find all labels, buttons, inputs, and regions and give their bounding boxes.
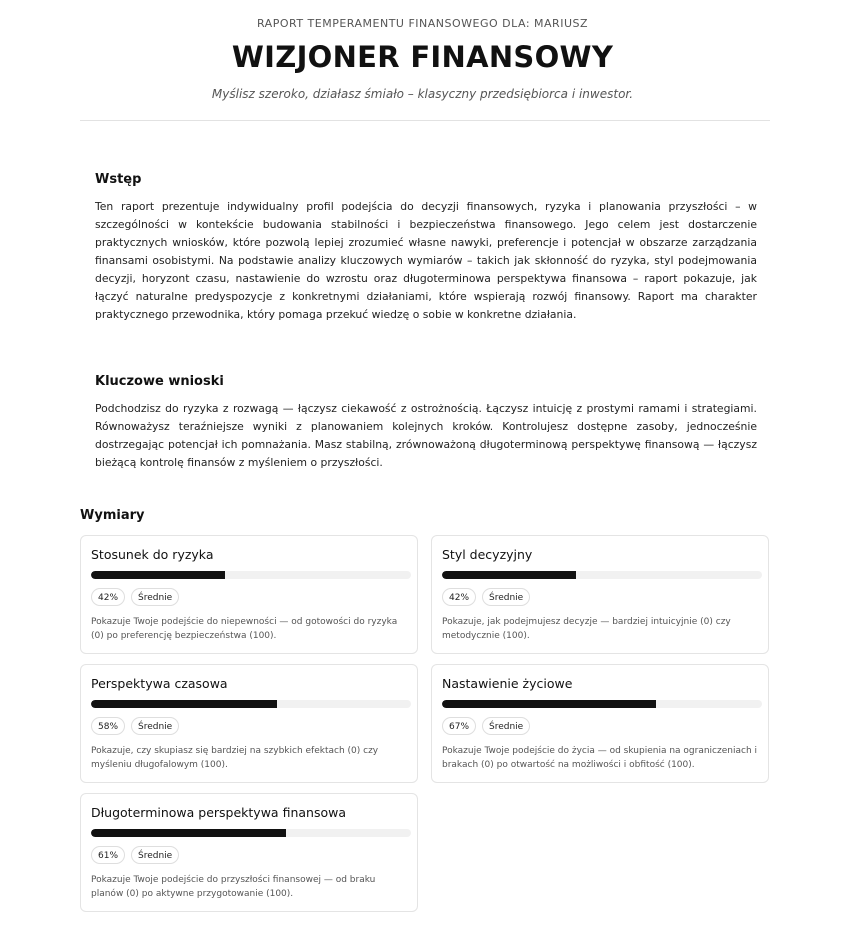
dimension-description: Pokazuje Twoje podejście do niepewności — od gotowości do ryzyka (0) po preferencję bezpieczeństwa (100). [91, 617, 398, 641]
dimensions-title: Wymiary [80, 508, 145, 523]
dimension-bar-track [91, 829, 411, 837]
dimension-card-longterm [80, 793, 418, 912]
dimension-bar-fill [91, 700, 277, 708]
conclusions-title: Kluczowe wnioski [95, 374, 224, 389]
dimension-card-decision [431, 535, 769, 654]
dimension-name: Długoterminowa perspektywa finansowa [91, 805, 346, 820]
dimension-name: Perspektywa czasowa [91, 676, 228, 691]
dimension-card-risk [80, 535, 418, 654]
dimension-bar-fill [91, 829, 286, 837]
page-title: WIZJONER FINANSOWY [231, 40, 614, 74]
dimension-level-badge: Średnie [482, 588, 530, 606]
dimension-percent-badge: 67% [442, 717, 476, 735]
header-divider [80, 120, 770, 121]
dimension-name: Nastawienie życiowe [442, 676, 573, 691]
dimension-bar-fill [442, 571, 576, 579]
dimension-percent-badge: 61% [91, 846, 125, 864]
report-for-label: RAPORT TEMPERAMENTU FINANSOWEGO DLA: MARIUSZ [256, 17, 589, 30]
dimension-level-badge: Średnie [131, 846, 179, 864]
dimension-level-badge: Średnie [131, 588, 179, 606]
dimension-percent-badge: 58% [91, 717, 125, 735]
intro-text: Ten raport prezentuje indywidualny profil podejścia do decyzji finansowych, ryzyka i planowania przyszłości – w szczególności w kontekście budowania stabilności i bezpieczeństwa finansowego. Jego celem jest dostarczenie praktycznych wniosków, które pozwolą lepiej zrozumieć własne nawyki, preferencje i potencjał w obszarze zarządzania finansami osobistymi. Na podstawie analizy kluczowych wymiarów – takich jak skłonność do ryzyka, styl podejmowania decyzji, horyzont czasu, nastawienie do wzrostu oraz długoterminowa perspektywa finansowa – raport pokazuje, jak łączyć naturalne predyspozycje z konkretnymi działaniami, które wspierają rozwój finansowy. Raport ma charakter praktycznego przewodnika, który pomaga przekuć wiedzę o sobie w konkretne działania. [95, 200, 757, 321]
dimension-description: Pokazuje, czy skupiasz się bardziej na szybkich efektach (0) czy myśleniu długofalowym (100). [91, 746, 379, 770]
dimension-description: Pokazuje Twoje podejście do przyszłości finansowej — od braku planów (0) po aktywne przygotowanie (100). [91, 875, 376, 899]
dimension-level-badge: Średnie [131, 717, 179, 735]
dimension-description: Pokazuje Twoje podejście do życia — od skupienia na ograniczeniach i brakach (0) po otwartość na możliwości i obfitość (100). [442, 746, 758, 770]
dimension-bar-track [442, 700, 762, 708]
dimension-level-badge: Średnie [482, 717, 530, 735]
conclusions-text: Podchodzisz do ryzyka z rozwagą — łączysz ciekawość z ostrożnością. Łączysz intuicję z prostymi ramami i strategiami. Równoważysz teraźniejsze wyniki z planowaniem kolejnych kroków. Kontrolujesz dostępne zasoby, jednocześnie dostrzegając potencjał ich pomnażania. Masz stabilną, zrównoważoną długoterminową perspektywę finansową — łączysz bieżącą kontrolę finansów z myśleniem o przyszłości. [95, 402, 757, 469]
tagline: Myślisz szeroko, działasz śmiało – klasyczny przedsiębiorca i inwestor. [211, 87, 634, 101]
dimension-card-time [80, 664, 418, 783]
dimension-name: Stosunek do ryzyka [91, 547, 214, 562]
dimension-percent-badge: 42% [91, 588, 125, 606]
dimension-bar-track [442, 571, 762, 579]
dimension-name: Styl decyzyjny [442, 547, 533, 562]
dimension-bar-track [91, 571, 411, 579]
dimension-bar-fill [442, 700, 656, 708]
dimension-bar-track [91, 700, 411, 708]
dimension-bar-fill [91, 571, 225, 579]
dimension-card-life [431, 664, 769, 783]
intro-title: Wstęp [95, 172, 142, 187]
dimension-description: Pokazuje, jak podejmujesz decyzje — bardziej intuicyjnie (0) czy metodycznie (100). [442, 617, 731, 641]
dimension-percent-badge: 42% [442, 588, 476, 606]
